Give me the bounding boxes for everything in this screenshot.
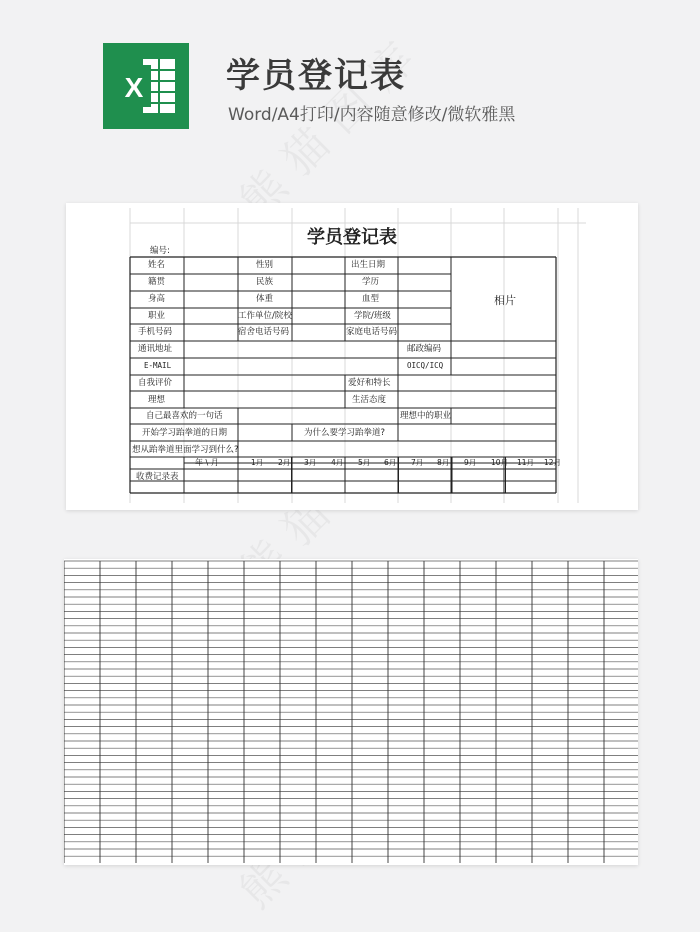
blank-table-grid xyxy=(64,559,638,865)
document-subtitle: Word/A4打印/内容随意修改/微软雅黑 xyxy=(228,105,516,125)
label-start-date: 开始学习跆拳道的日期 xyxy=(142,428,228,438)
form-preview-page xyxy=(66,203,638,510)
label-home-phone: 家庭电话号码 xyxy=(346,327,398,337)
label-name: 姓名 xyxy=(148,260,166,270)
label-email: E-MAIL xyxy=(144,361,172,370)
year-month-header: 年 \ 月 xyxy=(195,458,219,467)
month-header-2: 2月 xyxy=(278,458,291,467)
month-header-11: 11月 xyxy=(517,458,535,467)
label-height: 身高 xyxy=(148,294,166,304)
label-address: 通讯地址 xyxy=(138,344,173,354)
label-favorite-quote: 自己最喜欢的一句话 xyxy=(146,411,223,421)
label-occupation: 职业 xyxy=(148,311,166,321)
label-postcode: 邮政编码 xyxy=(407,344,442,354)
form-title: 学员登记表 xyxy=(307,227,397,248)
excel-icon xyxy=(103,43,189,129)
label-mobile: 手机号码 xyxy=(138,327,173,337)
label-weight: 体重 xyxy=(256,294,274,304)
label-gender: 性别 xyxy=(256,260,274,270)
label-why-learn: 为什么要学习跆拳道? xyxy=(304,428,386,438)
fee-record-label: 收费记录表 xyxy=(136,472,179,482)
label-hobbies: 爱好和特长 xyxy=(348,378,391,388)
label-self-evaluation: 自我评价 xyxy=(138,378,173,388)
label-blood-type: 血型 xyxy=(362,294,380,304)
svg-text:X: X xyxy=(124,72,144,103)
label-class: 学院/班级 xyxy=(354,311,391,321)
label-oicq: OICQ/ICQ xyxy=(407,361,444,370)
number-label: 编号: xyxy=(150,246,170,256)
label-dorm-phone: 宿舍电话号码 xyxy=(238,327,290,337)
blank-grid-page xyxy=(64,559,638,865)
month-header-9: 9月 xyxy=(464,458,477,467)
label-native-place: 籍贯 xyxy=(148,277,166,287)
label-education: 学历 xyxy=(362,277,380,287)
month-header-10: 10月 xyxy=(491,458,509,467)
document-title: 学员登记表 xyxy=(226,56,406,96)
label-life-attitude: 生活态度 xyxy=(352,395,387,405)
month-header-5: 5月 xyxy=(358,458,371,467)
photo-label: 相片 xyxy=(494,294,516,307)
label-workplace: 工作单位/院校 xyxy=(238,311,292,321)
month-header-4: 4月 xyxy=(331,458,344,467)
label-birthdate: 出生日期 xyxy=(351,260,386,270)
month-header-12: 12月 xyxy=(544,458,562,467)
month-header-3: 3月 xyxy=(304,458,317,467)
month-header-1: 1月 xyxy=(251,458,264,467)
month-header-6: 6月 xyxy=(384,458,397,467)
label-ethnicity: 民族 xyxy=(256,277,274,287)
label-what-to-learn: 想从跆拳道里面学习到什么? xyxy=(132,445,239,455)
label-ideal: 理想 xyxy=(148,395,166,405)
label-ideal-career: 理想中的职业 xyxy=(400,411,452,421)
month-header-7: 7月 xyxy=(411,458,424,467)
month-header-8: 8月 xyxy=(437,458,450,467)
